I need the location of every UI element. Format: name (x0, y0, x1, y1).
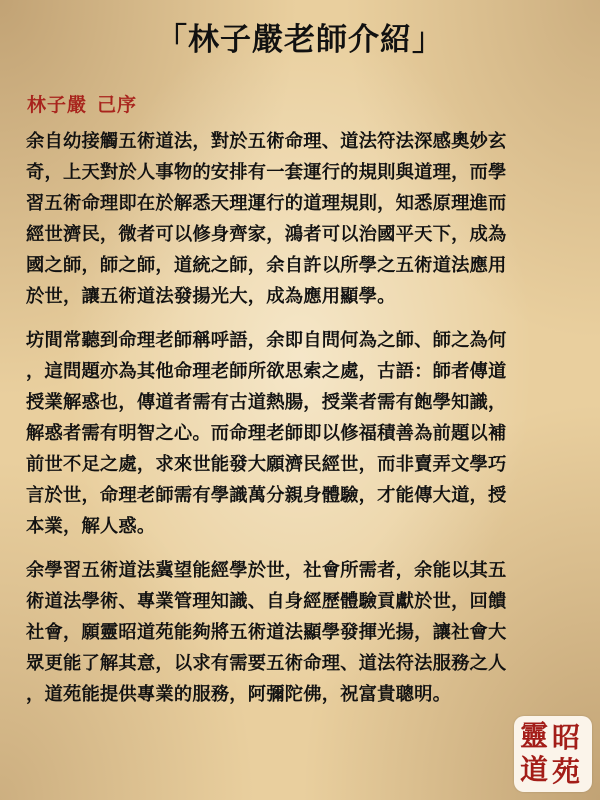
text-line: 前世不足之處，求來世能發大願濟民經世，而非賣弄文學巧 (26, 454, 507, 475)
text-line: 解惑者需有明智之心。而命理老師即以修福積善為前題以補 (26, 423, 507, 444)
seal-stamp-logo (514, 716, 592, 792)
text-line: 經世濟民，微者可以修身齊家，鴻者可以治國平天下，成為 (26, 224, 507, 245)
seal-char: 苑 (552, 755, 581, 788)
text-line: 眾更能了解其意，以求有需要五術命理、道法符法服務之人 (26, 653, 507, 674)
text-line: 坊間常聽到命理老師稱呼語，余即自問何為之師、師之為何 (26, 330, 507, 351)
seal-char: 道 (520, 753, 549, 786)
text-line: 余自幼接觸五術道法，對於五術命理、道法符法深感奧妙玄 (26, 131, 507, 152)
text-line: 習五術命理即在於解悉天理運行的道理規則，知悉原理進而 (26, 193, 507, 214)
text-line: 言於世，命理老師需有學識萬分親身體驗，才能傳大道，授 (26, 485, 507, 506)
seal-char: 靈 (520, 719, 549, 752)
author-heading (27, 90, 137, 117)
text-line: 本業，解人惑。 (26, 516, 156, 537)
text-line: ，道苑能提供專業的服務，阿彌陀佛，祝富貴聰明。 (26, 684, 452, 705)
text-line: 社會，願靈昭道苑能夠將五術道法顯學發揮光揚，讓社會大 (26, 622, 507, 643)
seal-char: 昭 (552, 721, 581, 754)
author-section-label: 己序 (97, 94, 138, 116)
text-line: 授業解惑也，傳道者需有古道熱腸，授業者需有飽學知識， (26, 392, 507, 413)
body-text (26, 126, 574, 723)
paragraph-2 (26, 325, 574, 542)
paragraph-1 (26, 126, 574, 312)
author-name: 林子嚴 (27, 94, 88, 116)
text-line: 國之師，師之師，道統之師，余自許以所學之五術道法應用 (26, 255, 507, 276)
paragraph-3 (26, 555, 574, 710)
page-title: 「林子嚴老師介紹」 (156, 22, 444, 58)
text-line: 余學習五術道法冀望能經學於世，社會所需者，余能以其五 (26, 560, 507, 581)
text-line: 於世，讓五術道法發揚光大，成為應用顯學。 (26, 286, 396, 307)
text-line: 術道法學術、專業管理知識、自身經歷體驗貢獻於世，回饋 (26, 591, 507, 612)
text-line: ，這問題亦為其他命理老師所欲思索之處，古語：師者傳道 (26, 361, 507, 382)
text-line: 奇，上天對於人事物的安排有一套運行的規則與道理，而學 (26, 162, 507, 183)
